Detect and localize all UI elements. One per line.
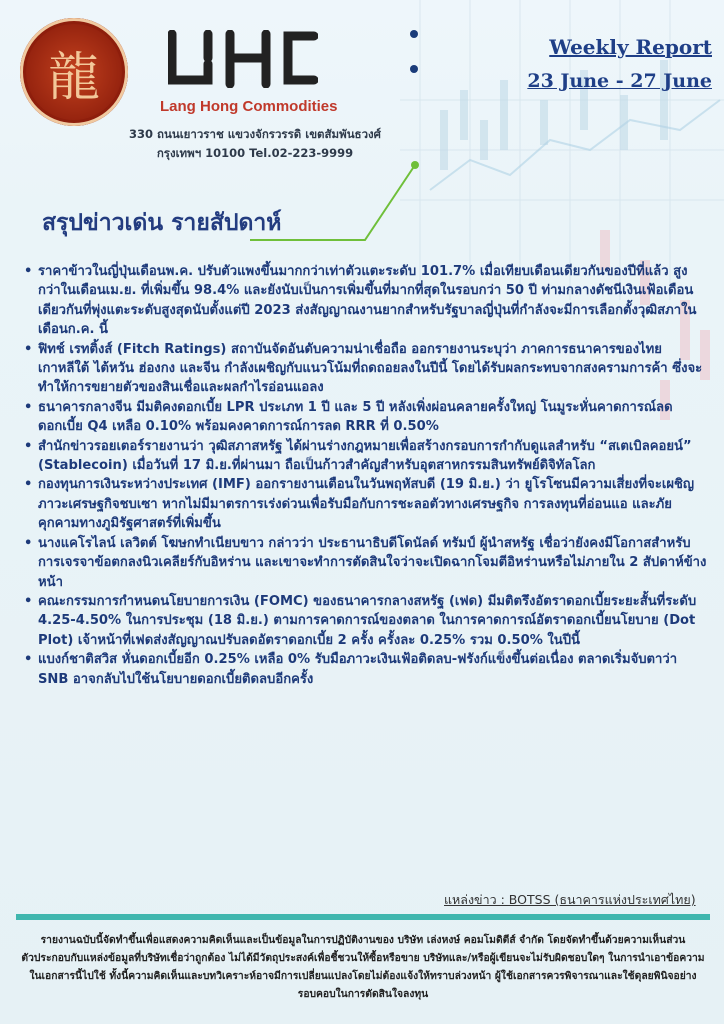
bullet-icon: • [24,438,33,454]
address-line-1: 330 ถนนเยาวราช แขวงจักรวรรดิ เขตสัมพันธวงศ์ [129,127,381,141]
dragon-logo-glyph: 龍 [47,47,100,108]
bullet-icon: • [24,341,33,357]
news-source: แหล่งข่าว : BOTSS (ธนาคารแห่งประเทศไทย) [444,892,696,907]
news-item-text: ฟิทช์ เรทติ้งส์ (Fitch Ratings) สถาบันจัดอันดับความน่าเชื่อถือ ออกรายงานระบุว่า ภาคการธนาคารของไทย เกาหลีใต้ ไต้หวัน ฮ่องกง และจีน กำลังเผชิญกับแนวโน้มที่ถดถอยลงในปีนี้ โดยได้รับผลกระทบจากสงครามการค้า ซึ่งจะทำให้การขยายตัวของสินเชื่อและผลกำไรอ่อนแอลง [38,341,703,396]
news-item [24,340,708,398]
bullet-icon: • [24,535,33,551]
news-list [24,262,708,689]
news-item [24,475,708,533]
news-item-text: ธนาคารกลางจีน มีมติคงดอกเบี้ย LPR ประเภท 1 ปี และ 5 ปี หลังเพิ่งผ่อนคลายครั้งใหญ่ โนมูระหั่นคาดการณ์ลดดอกเบี้ย Q4 เหลือ 0.10% พร้อมคงคาดการณ์การลด RRR ที่ 0.50% [38,399,673,435]
news-item [24,437,708,476]
report-dates: 23 June - 27 June [527,70,712,92]
disclaimer: รายงานฉบับนี้จัดทำขึ้นเพื่อแสดงความคิดเห็นและเป็นข้อมูลในการปฏิบัติงานของ บริษัท เล่งหงษ์ คอมโมดิตีส์ จำกัด โดยจัดทำขึ้นด้วยความเห็นส่วนตัวประกอบกับแหล่งข้อมูลที่บริษัทเชื่อว่าถูกต้อง ไม่ได้มีวัตถุประสงค์เพื่อชี้ชวนให้ซื้อหรือขาย บริษัทและ/หรือผู้เขียนจะไม่รับผิดชอบใดๆ ในการนำเอาข้อความในเอกสารนี้ไปใช้ ทั้งนี้ความคิดเห็นและบทวิเคราะห์อาจมีการเปลี่ยนแปลงโดยไม่ต้องแจ้งให้ทราบล่วงหน้า ผู้ใช้เอกสารควรพิจารณาและใช้ดุลยพินิจอย่างรอบคอบในการตัดสินใจลงทุน [21,934,705,1000]
bullet-icon: • [24,264,33,279]
news-item-text: คณะกรรมการกำหนดนโยบายการเงิน (FOMC) ของธนาคารกลางสหรัฐ (เฟด) มีมติตรึงอัตราดอกเบี้ยระยะสั้นที่ระดับ 4.25-4.50% ในการประชุม (18 มิ.ย.) ตามการคาดการณ์ของตลาด ในการคาดการณ์อัตราดอกเบี้ยนโยบาย (Dot Plot) เจ้าหน้าที่เฟดส่งสัญญาณปรับลดอัตราดอกเบี้ย 2 ครั้ง ครั้งละ 0.25% รวม 0.50% ในปีนี้ [38,593,697,648]
bullet-icon: • [24,399,33,415]
news-item [24,592,708,650]
news-item [24,262,708,340]
news-item [24,650,708,689]
news-item [24,398,708,437]
news-item-text: แบงก์ชาติสวิส หั่นดอกเบี้ยอีก 0.25% เหลือ 0% รับมือภาวะเงินเฟ้อติดลบ-ฟรังก์แข็งขึ้นต่อเนื่อง ตลาดเริ่มจับตาว่า SNB อาจกลับไปใช้นโยบายดอกเบี้ยติดลบอีกครั้ง [38,652,678,687]
news-item-text: นางแคโรไลน์ เลวิตต์ โฆษกทำเนียบขาว กล่าวว่า ประธานาธิบดีโดนัลด์ ทรัมป์ ผู้นำสหรัฐ เชื่อว่ายังคงมีโอกาสสำหรับการเจรจาข้อตกลงนิวเคลียร์กับอิหร่าน และเขาจะทำการตัดสินใจว่าจะเปิดฉากโจมตีอิหร่านหรือไม่ภายใน 2 สัปดาห์ข้างหน้า [38,535,707,590]
report-title: Weekly Report [549,35,712,59]
bullet-icon: • [24,593,33,609]
bullet-icon: • [24,477,33,493]
bullet-icon: • [24,652,33,668]
divider-bar [16,914,710,920]
news-item-text: ราคาข้าวในญี่ปุ่นเดือนพ.ค. ปรับตัวแพงขึ้นมากกว่าเท่าตัวแตะระดับ 101.7% เมื่อเทียบเดือนเดียวกันของปีที่แล้ว สูงกว่าในเดือนเม.ย. ที่เพิ่มขึ้น 98.4% และยังนับเป็นการเพิ่มขึ้นที่มากที่สุดในรอบกว่า 50 ปี ท่ามกลางดัชนีเงินเฟ้อเดือนเดียวกันที่พุ่งแตะระดับสูงสุดนับตั้งแต่ปี 2023 ส่งสัญญาณงานยากสำหรับรัฐบาลญี่ปุ่นที่กำลังจะมีการเลือกตั้งวุฒิสภาในเดือนก.ค. นี้ [38,264,697,338]
company-name: Lang Hong Commodities [160,98,338,115]
section-title: สรุปข่าวเด่น รายสัปดาห์ [42,210,282,236]
news-item [24,534,708,592]
news-item-text: กองทุนการเงินระหว่างประเทศ (IMF) ออกรายงานเตือนในวันพฤหัสบดี (19 มิ.ย.) ว่า ยูโรโซนมีความเสี่ยงที่จะเผชิญภาวะเศรษฐกิจชบเซา หากไม่มีมาตรการเร่งด่วนเพื่อรับมือกับการชะลอตัวทางเศรษฐกิจ การลงทุนที่อ่อนแอ และภัยคุกคามทางภูมิรัฐศาสตร์ที่เพิ่มขึ้น [38,477,695,532]
address-line-2: กรุงเทพฯ 10100 Tel.02-223-9999 [156,146,354,160]
news-item-text: สำนักข่าวรอยเตอร์รายงานว่า วุฒิสภาสหรัฐ ได้ผ่านร่างกฎหมายเพื่อสร้างกรอบการกำกับดูแลสำหรับ “สเตเบิลคอยน์” (Stablecoin) เมื่อวันที่ 17 มิ.ย.ที่ผ่านมา ถือเป็นก้าวสำคัญสำหรับอุตสาหกรรมสินทรัพย์ดิจิทัลโลก [38,438,692,474]
